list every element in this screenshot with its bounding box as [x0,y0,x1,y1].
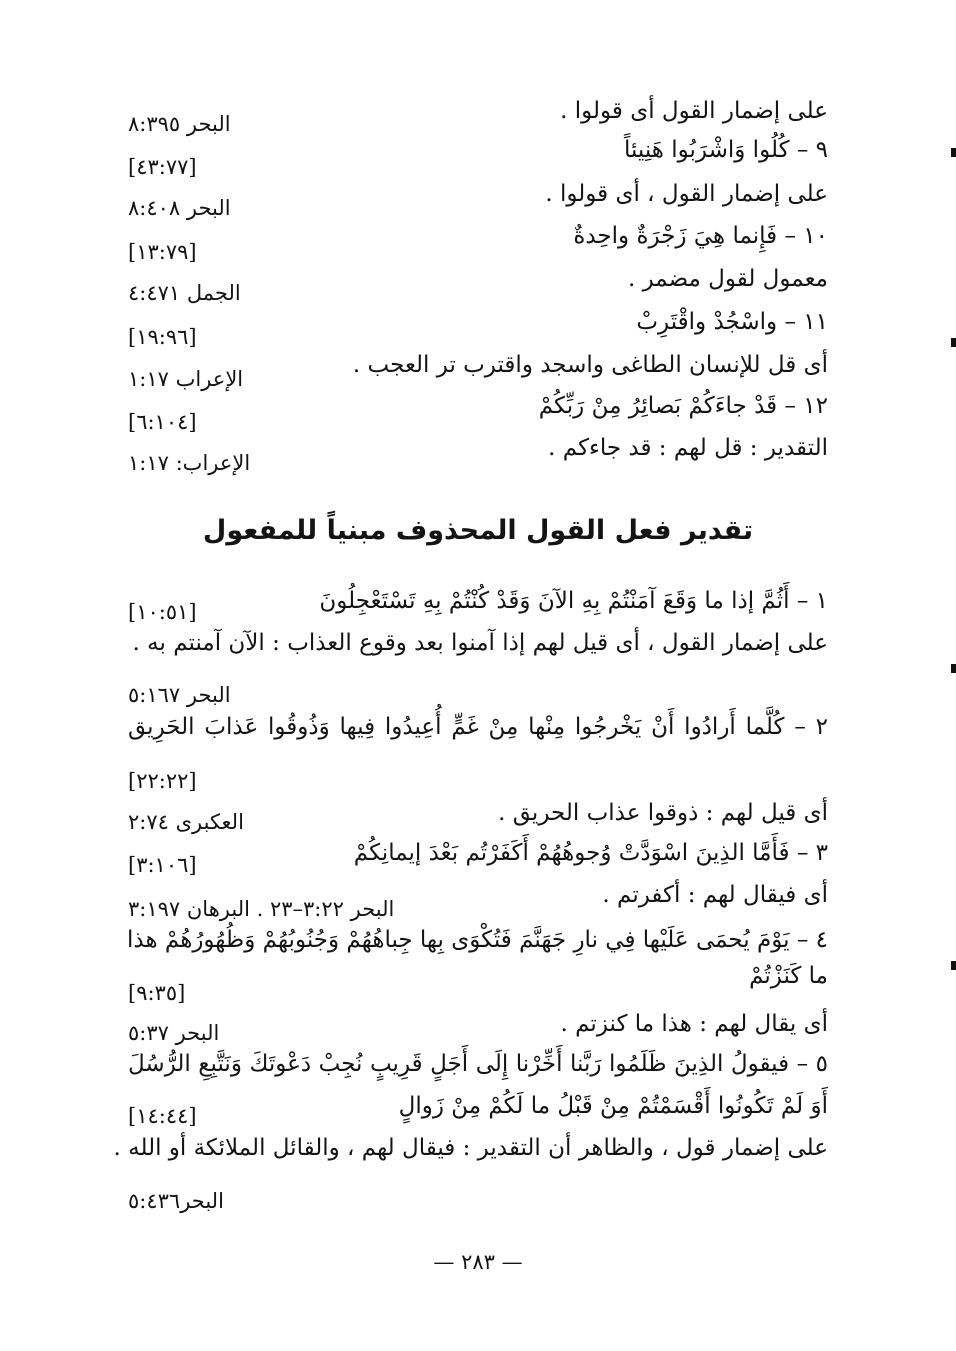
source-reference: البحر ٨:٤٠٨ [128,196,231,220]
verse-reference: [٤٣:٧٧] [128,155,197,179]
verse-reference: [١٠:٥١] [128,600,197,624]
note-line: أى يقال لهم : هذا ما كنزتم . [560,1011,828,1037]
source-reference: البحر ٨:٣٩٥ [128,112,231,136]
verse-line: ٤ – يَوْمَ يُحمَى عَلَيْها فِي نارِ جَهَنَّمَ فَتُكْوَى بِها جِباهُهُمْ وَجُنُوبُهُمْ وَظُهُورُهُمْ هذا [126,927,828,953]
verse-line: ما كَنَزْتُمْ [749,963,828,989]
verse-line: أَوَ لَمْ تَكُونُوا أَقْسَمْتُمْ مِنْ قَبْلُ ما لَكُمْ مِنْ زَوالٍ [398,1093,828,1119]
source-reference: الإعراب: ١:١٧ [128,451,251,475]
note-line: أى فيقال لهم : أكفرتم . [602,882,828,908]
binding-mark [951,664,956,673]
source-reference: البحر ٥:٣٧ [128,1021,220,1045]
source-reference: البحر ٣:٢٢–٢٣ . البرهان ٣:١٩٧ [128,897,395,921]
verse-line: ٣ – فَأَمَّا الذِينَ اسْوَدَّتْ وُجوهُهُمْ أَكَفَرْتُم بَعْدَ إيمانِكُمْ [353,840,828,866]
binding-mark [951,961,956,970]
note-line: التقدير : قل لهم : قد جاءكم . [548,435,828,461]
source-reference: البحر ٥:١٦٧ [128,683,231,707]
note-line: على إضمار القول ، أى قولوا . [545,181,828,207]
verse-reference: [١٣:٧٩] [128,240,197,264]
verse-line: ١ – أَثُمَّ إذا ما وَقَعَ آمَنْتُمْ بِهِ الآنَ وَقَدْ كُنْتُمْ بِهِ تَسْتَعْجِلُونَ [319,588,828,614]
page-number: — ٢٨٣ — [433,1250,523,1274]
note-line: على إضمار القول ، أى قيل لهم إذا آمنوا بعد وقوع العذاب : الآن آمنتم به . [132,630,828,656]
source-reference: العكبرى ٢:٧٤ [128,810,244,834]
verse-line: ٥ – فيقولُ الذِينَ ظَلَمُوا رَبَّنا أَخِّرْنا إِلَى أَجَلٍ قَرِيبٍ نُجِبْ دَعْوتَكَ وَنَتَّبِعِ الرُّسُلَ [128,1051,828,1077]
verse-reference: [٩:٣٥] [128,981,186,1005]
verse-line: ٩ – كُلُوا وَاشْرَبُوا هَنِيئاً [623,137,828,163]
verse-line: ١٠ – فَإِنما هِيَ زَجْرَةٌ واحِدةٌ [573,223,828,249]
verse-reference: [١٩:٩٦] [128,325,197,349]
source-reference: البحر٥:٤٣٦ [128,1189,224,1213]
verse-reference: [٣:١٠٦] [128,853,197,877]
verse-reference: [١٤:٤٤] [128,1104,197,1128]
note-line: على إضمار القول أى قولوا . [560,98,828,124]
note-line: أى قل للإنسان الطاغى واسجد واقترب تر العجب . [352,352,828,378]
verse-line: ١١ – واسْجُدْ واقْتَرِبْ [636,309,828,335]
section-heading: تقدير فعل القول المحذوف مبنياً للمفعول [202,515,754,546]
verse-reference: [٢٢:٢٢] [128,769,197,793]
note-line: معمول لقول مضمر . [627,266,828,292]
binding-mark [951,338,956,347]
binding-mark [951,148,956,157]
source-reference: الجمل ٤:٤٧١ [128,281,241,305]
verse-line: ١٢ – قَدْ جاءَكُمْ بَصائِرُ مِنْ رَبِّكُمْ [538,393,828,419]
verse-line: ٢ – كُلَّما أَرادُوا أَنْ يَخْرجُوا مِنْها مِنْ غَمٍّ أُعِيدُوا فِيها وَذُوقُوا عَذابَ الحَرِيق [128,714,828,740]
note-line: على إضمار قول ، والظاهر أن التقدير : فيقال لهم ، والقائل الملائكة أو الله . [113,1135,828,1161]
verse-reference: [٦:١٠٤] [128,410,197,434]
source-reference: الإعراب ١:١٧ [128,367,244,391]
note-line: أى قيل لهم : ذوقوا عذاب الحريق . [498,800,828,826]
